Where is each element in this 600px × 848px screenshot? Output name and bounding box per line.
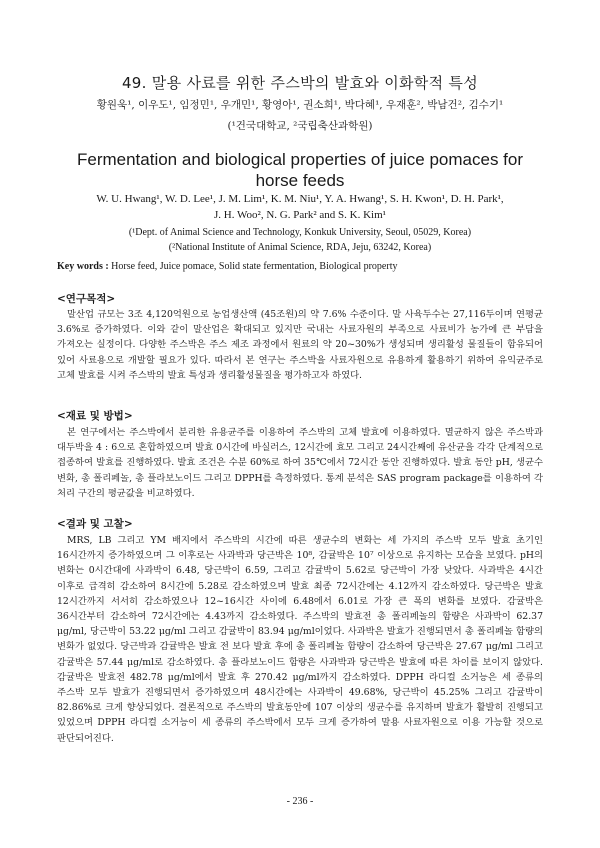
- author-line-1: W. U. Hwang¹, W. D. Lee¹, J. M. Lim¹, K. M. Niu¹, Y. A. Hwang¹, S. H. Kwon¹, D. H. Park¹,: [96, 193, 504, 205]
- author-list-korean: 황원욱¹, 이우도¹, 임정민¹, 우개민¹, 황영아¹, 권소희¹, 박다혜¹, 우재훈², 박남건², 김수기¹: [96, 99, 504, 111]
- section-body-methods: 본 연구에서는 주스박에서 분리한 유용균주를 이용하여 주스박의 고체 발효에 이용하였다. 멸균하지 않은 주스박과 대두박을 4 : 6으로 혼합하였으며 발효 0시간에 바실러스, 12시간에 효모 그리고 24시간째에 유산균을 각각 단계적으로 접종하여 발효를 진행하였다. 발효 조건은 수분 60%로 하여 35℃에서 72시간 동안 진행하였다. 발효 동안 pH, 생균수 변화, 총 폴리페놀, 총 플라보노이드 그리고 DPPH를 측정하였다. 통계 분석은 SAS program package를 이용하여 각 처리 구간의 평균값을 비교하였다.: [57, 427, 543, 499]
- affiliation-line-1: (¹Dept. of Animal Science and Technology, Konkuk University, Seoul, 05029, Korea): [128, 227, 472, 238]
- paper-title-korean: 49. 말용 사료를 위한 주스박의 발효와 이화학적 특성: [121, 74, 479, 92]
- page-number: - 236 -: [286, 796, 314, 807]
- affiliation-line-2: (²National Institute of Animal Science, RDA, Jeju, 63242, Korea): [168, 242, 432, 253]
- keywords-label: Key words :: [57, 261, 109, 272]
- section-heading-results: <결과 및 고찰>: [57, 518, 133, 530]
- keywords-text: Horse feed, Juice pomace, Solid state fermentation, Biological property: [111, 261, 398, 272]
- section-heading-methods: <재료 및 방법>: [57, 410, 133, 422]
- author-list-english: [57, 191, 543, 223]
- affiliation-korean: (¹건국대학교, ²국립축산과학원): [227, 120, 373, 132]
- section-body-results: MRS, LB 그리고 YM 배지에서 주스박의 시간에 따른 생균수의 변화는 세 가지의 주스박 모두 발효 초기인 16시간까지 증가하였으며 그 이후로는 사과박과 당근박은 10⁸, 감귤박은 10⁷ 이상으로 유지하는 모습을 보였다. pH의 변화는 0시간대에 사과박이 6.48, 당근박이 6.59, 그리고 감귤박이 5.62로 당근박이 가장 낮았다. 사과박은 4시간 이후로 급격히 감소하여 8시간에 5.28로 감소하였으며 발효 최종 72시간에는 4.12까지 감소하였다. 당근박은 발효 12시간까지 서서히 감소하였으나 12~16시간 사이에 6.48에서 6.01로 가장 큰 폭의 변화를 보였다. 감귤박은 36시간부터 감소하여 72시간에는 4.43까지 감소하였다. 주스박의 발효전 총 폴리페놀의 함량은 사과박이 62.37 μg/ml, 당근박이 53.22 μg/ml 그리고 감귤박이 83.94 μg/ml이었다. 사과박은 발효가 진행되면서 총 폴리페놀 함량의 변화가 없었다. 당근박과 감귤박은 발효 전 보다 발효 후에 총 폴리페놀 함량이 감소하여 당근박은 27.67 μg/ml 그리고 감귤박은 57.44 μg/ml로 감소하였다. 총 플라보노이드 함량은 사과박과 당근박은 발효에 따른 차이를 보이지 않았다. 감귤박은 발효전 482.78 μg/ml에서 발효 후 270.42 μg/ml까지 감소하였다. DPPH 라디컬 소거능은 세 종류의 주스박 모두 발효가 진행되면서 증가하였으며 48시간에는 사과박이 49.68%, 당근박이 45.25% 그리고 감귤박이 82.86%로 크게 향상되었다. 결론적으로 주스박의 발효동안에 107 이상의 생균수를 유지하며 발효가 활발히 진행되고 있었으며 DPPH 라디컬 소거능이 세 종류의 주스박에서 모두 크게 증가하여 말용 사료자원으로 이용 가능할 것으로 판단되어진다.: [57, 535, 543, 744]
- keywords: [57, 261, 543, 272]
- paper-title-english: Fermentation and biological properties of juice pomaces for horse feeds: [76, 150, 524, 190]
- section-heading-purpose: <연구목적>: [57, 293, 116, 305]
- author-line-2: J. H. Woo², N. G. Park² and S. K. Kim¹: [214, 209, 386, 221]
- section-body-purpose: 말산업 규모는 3조 4,120억원으로 농업생산액 (45조원)의 약 7.6% 수준이다. 말 사육두수는 27,116두이며 연평균 3.6%로 증가하였다. 이와 같이 말산업은 확대되고 있지만 국내는 사료자원의 부족으로 사료비가 농가에 큰 부담을 가져오는 실정이다. 다양한 주스박은 주스 제조 과정에서 원료의 약 20~30%가 생성되며 생리활성 물질들이 함유되어 있어 사료용으로 개발할 필요가 있다. 따라서 본 연구는 주스박을 사료자원으로 유용하게 활용하기 위하여 유익균주로 고체 발효를 시켜 주스박의 발효 특성과 생리활성물질을 평가하고자 하였다.: [57, 309, 543, 381]
- affiliation-english: [57, 225, 543, 255]
